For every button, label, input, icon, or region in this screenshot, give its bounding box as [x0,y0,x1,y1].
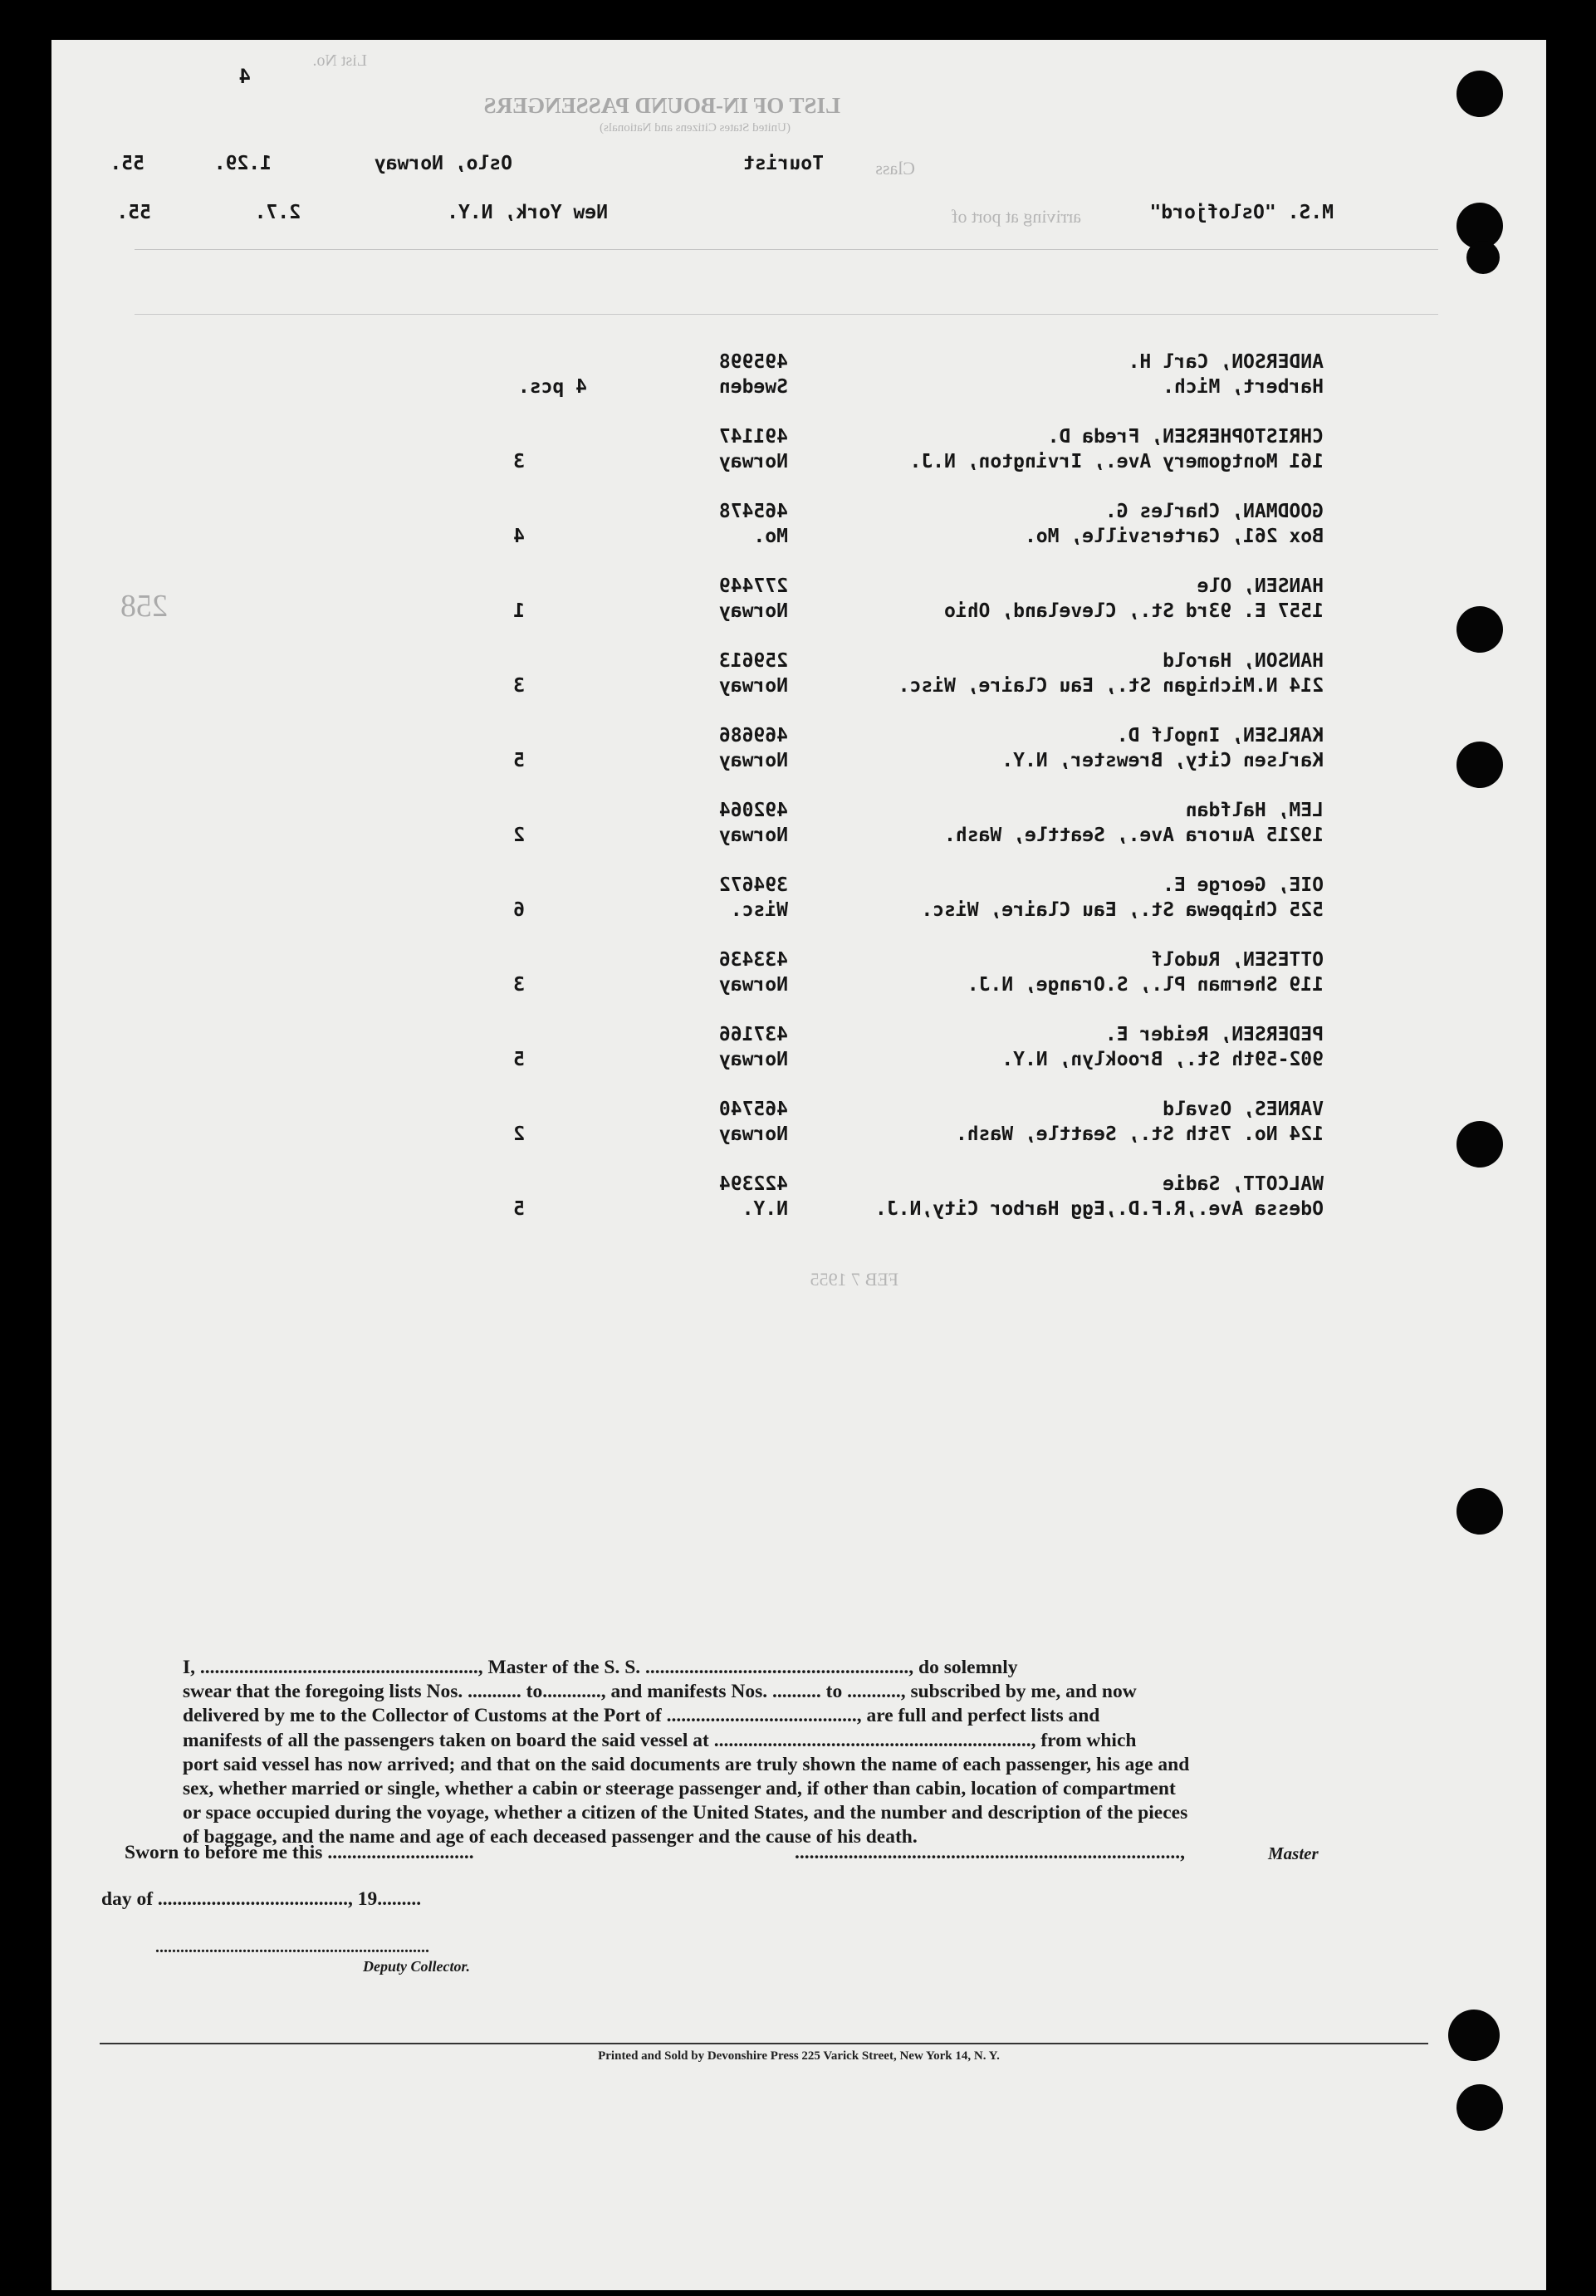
passenger-country: Wisc. [730,899,788,921]
passenger-pieces: 2 [513,825,525,846]
passenger-address: 525 Chippewa St., Eau Claire, Wisc. [921,899,1324,921]
passenger-name: GOODMAN, Charles G. [1104,501,1324,522]
passenger-country: Norway [718,451,788,472]
passenger-pieces: 3 [513,451,525,472]
passenger-pieces: 4 pcs. [517,376,587,398]
passenger-name: KARLSEN, Ingolf D. [1116,725,1324,747]
punch-hole [1456,1488,1503,1535]
day-of-line: day of ......................................., 19......... [101,1888,422,1910]
passenger-name: HANSEN, Ole [1197,575,1324,597]
passenger-address: 214 N.Michigan St., Eau Claire, Wisc. [898,675,1324,697]
manifest-sheet [51,40,1546,2290]
oath-line: of baggage, and the name and age of each deceased passenger and the cause of his death. [183,1826,918,1848]
passenger-country: Norway [718,750,788,771]
mirrored-manifest [51,40,1546,1368]
form-subtitle: (United States Citizens and Nationals) [600,121,791,135]
sworn-line: Sworn to before me this .............................. [125,1842,474,1863]
passenger-pieces: 6 [513,899,525,921]
vessel-name: M.S. "Oslofjord" [1149,202,1334,223]
departure-port: Oslo, Norway [374,153,512,174]
passenger-doc: 465478 [718,501,788,522]
passenger-name: VARNES, Osvald [1163,1099,1324,1120]
punch-hole [1456,606,1503,653]
footer-rule [100,2043,1428,2044]
printer-imprint: Printed and Sold by Devonshire Press 225 Varick Street, New York 14, N. Y. [598,2049,1000,2063]
arrival-label: arriving at port of [952,206,1081,227]
passenger-name: LEM, Halfdan [1185,800,1324,821]
passenger-address: 1557 E. 93rd St., Cleveland, Ohio [944,600,1324,622]
oath-line: or space occupied during the voyage, whether a citizen of the United States, and the number and description of the pieces [183,1802,1188,1824]
passenger-doc: 491147 [718,426,788,448]
passenger-country: Sweden [718,376,788,398]
oath-line: manifests of all the passengers taken on board the said vessel at ................................................................., from which [183,1729,1137,1751]
list-no-label: List No. [312,51,367,70]
passenger-name: OTTESEN, Rudolf [1151,949,1324,971]
departure-date: 1.29. [213,153,272,174]
oath-line: sex, whether married or single, whether a cabin or steerage passenger and, if other than cabin, location of compartment [183,1778,1176,1800]
passenger-pieces: 1 [513,600,525,622]
master-label: Master [1268,1843,1319,1863]
passenger-pieces: 5 [513,750,525,771]
master-signature-line: ..............................................................................., [795,1842,1185,1863]
passenger-name: CHRISTOPHERSEN, Freda D. [1047,426,1324,448]
passenger-name: WALCOTT, Sadie [1163,1173,1324,1195]
passenger-doc: 422394 [718,1173,788,1195]
passenger-doc: 492064 [718,800,788,821]
passenger-country: N.Y. [742,1198,788,1220]
passenger-country: Norway [718,675,788,697]
passenger-name: HANSON, Harold [1163,650,1324,672]
arrival-port: New York, N.Y. [447,202,608,223]
punch-hole [1456,742,1503,788]
departure-year: 55. [110,153,144,174]
passenger-country: Mo. [753,526,788,547]
arrival-year: 55. [116,202,151,223]
passenger-address: 119 Sherman Pl., S.Orange, N.J. [967,974,1324,996]
passenger-pieces: 5 [513,1198,525,1220]
oath-line: I, ........................................................., Master of the S. S. ......................................................, do solemnly [183,1657,1018,1678]
passenger-pieces: 3 [513,675,525,697]
passenger-address: Karlsen City, Brewster, N.Y. [1001,750,1324,771]
passenger-address: 124 No. 75th St., Seattle, Wash. [955,1124,1324,1145]
faint-number: 258 [120,589,168,624]
passenger-doc: 433436 [718,949,788,971]
passenger-pieces: 2 [513,1124,525,1145]
passenger-doc: 465740 [718,1099,788,1120]
passenger-doc: 469686 [718,725,788,747]
passenger-doc: 437166 [718,1024,788,1045]
passenger-doc: 277449 [718,575,788,597]
passenger-pieces: 3 [513,974,525,996]
punch-hole [1448,2010,1500,2061]
class-value: Tourist [743,153,824,174]
punch-hole [1456,1121,1503,1168]
oath-line: swear that the foregoing lists Nos. ........... to............, and manifests Nos. .......... to ..........., subscribed by me, and now [183,1681,1137,1703]
passenger-address: 19215 Aurora Ave., Seattle, Wash. [944,825,1324,846]
passenger-pieces: 4 [513,526,525,547]
passenger-name: PEDERSEN, Reider E. [1104,1024,1324,1045]
passenger-country: Norway [718,974,788,996]
passenger-country: Norway [718,600,788,622]
deputy-collector-label: Deputy Collector. [363,1958,470,1975]
class-label: Class [875,158,915,179]
oath-line: port said vessel has now arrived; and that on the said documents are truly shown the name of each passenger, his age and [183,1753,1190,1775]
passenger-country: Norway [718,1124,788,1145]
faint-stamp: FEB 7 1955 [810,1269,898,1290]
passenger-country: Norway [718,825,788,846]
passenger-pieces: 5 [513,1049,525,1070]
passenger-name: OIE, George E. [1163,874,1324,896]
passenger-doc: 394672 [718,874,788,896]
punch-hole [1456,2084,1503,2131]
oath-paragraph [183,1656,1428,1850]
passenger-address: Box 261, Cartersville, Mo. [1024,526,1324,547]
deputy-signature-line: .................................................................. [155,1938,429,1956]
passenger-address: Odessa Ave.,R.F.D.,Egg Harbor City,N.J. [874,1198,1324,1220]
list-no: 4 [238,65,251,88]
punch-hole [1456,71,1503,117]
passenger-name: ANDERSON, Carl H. [1128,351,1324,373]
passenger-doc: 259613 [718,650,788,672]
passenger-country: Norway [718,1049,788,1070]
passenger-address: 161 Montgomery Ave., Irvington, N.J. [909,451,1324,472]
header-rule-2 [135,314,1438,315]
header-rule [135,249,1438,250]
oath-line: delivered by me to the Collector of Customs at the Port of ......................................., are full and perfect lists and [183,1705,1100,1727]
arrival-date: 2.7. [254,202,301,223]
form-title: LIST OF IN-BOUND PASSENGERS [483,93,840,118]
punch-hole [1466,241,1500,274]
passenger-address: 902-59th St., Brooklyn, N.Y. [1001,1049,1324,1070]
passenger-address: Harbert, Mich. [1163,376,1324,398]
passenger-doc: 495998 [718,351,788,373]
